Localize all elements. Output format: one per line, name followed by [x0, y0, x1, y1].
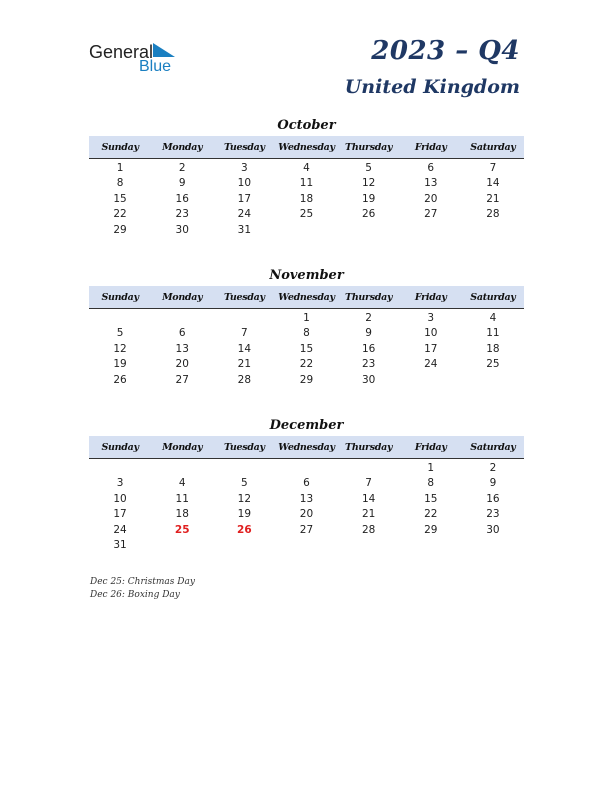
day-cell: 3	[427, 312, 435, 324]
month-name: November	[269, 268, 344, 283]
weekday-label: Tuesday	[223, 141, 265, 153]
day-cell: 8	[116, 177, 124, 190]
weekday-label: Friday	[414, 291, 447, 303]
day-cell	[213, 311, 275, 326]
day-cell: 31	[237, 223, 252, 236]
day-cell: 27	[424, 208, 438, 221]
day-cell: 10	[424, 327, 438, 340]
weekday-label: Saturday	[470, 291, 516, 303]
weekday-header	[89, 136, 524, 159]
day-cell: 8	[427, 477, 435, 490]
day-cell: 18	[299, 192, 314, 205]
month-december	[89, 416, 524, 553]
day-cell: 12	[113, 342, 127, 355]
day-cell: 7	[241, 327, 248, 340]
weekday-label: Monday	[162, 141, 203, 153]
weekday-label: Saturday	[470, 441, 516, 453]
day-cell: 28	[237, 373, 252, 386]
day-cell: 19	[361, 192, 376, 205]
day-cell	[400, 538, 462, 553]
day-cell	[462, 223, 524, 238]
day-grid	[89, 461, 524, 553]
month-november	[89, 266, 524, 388]
day-cell: 1	[116, 162, 124, 174]
day-cell: 24	[113, 523, 127, 536]
weekday-header	[89, 436, 524, 459]
day-cell: 3	[116, 477, 124, 490]
month-name: December	[269, 418, 344, 433]
day-cell	[275, 538, 337, 553]
day-cell: 18	[175, 508, 189, 521]
weekday-label: Wednesday	[278, 141, 335, 153]
day-cell: 26	[237, 523, 252, 536]
day-cell: 21	[486, 192, 500, 205]
day-cell: 8	[303, 327, 310, 340]
day-cell: 9	[489, 477, 497, 490]
day-cell: 6	[303, 477, 310, 490]
day-cell: 29	[424, 523, 438, 536]
day-cell	[338, 223, 400, 238]
day-cell	[338, 538, 400, 553]
day-cell: 11	[175, 492, 189, 505]
logo-triangle-icon	[153, 43, 177, 57]
day-cell: 16	[175, 192, 189, 205]
weekday-label: Monday	[162, 441, 203, 453]
weekday-header	[89, 286, 524, 309]
day-cell: 1	[303, 312, 310, 324]
day-cell: 24	[237, 208, 252, 221]
day-cell: 28	[361, 523, 376, 536]
month-october	[89, 116, 524, 238]
weekday-label: Thursday	[345, 441, 393, 453]
day-cell: 2	[178, 162, 186, 174]
day-cell: 23	[175, 208, 189, 221]
day-cell: 6	[178, 327, 186, 340]
day-cell: 16	[486, 492, 500, 505]
weekday-label: Sunday	[101, 441, 139, 453]
day-cell: 29	[299, 373, 314, 386]
day-cell	[151, 311, 213, 326]
day-cell: 16	[361, 342, 376, 355]
day-cell: 6	[427, 162, 435, 174]
weekday-label: Thursday	[345, 141, 393, 153]
day-cell: 2	[365, 312, 372, 324]
day-cell: 5	[241, 477, 248, 490]
holiday-note: Dec 26: Boxing Day	[90, 590, 180, 600]
month-name: October	[277, 118, 336, 133]
day-cell: 30	[175, 223, 189, 236]
day-cell	[151, 461, 213, 476]
day-cell	[400, 223, 462, 238]
day-cell: 7	[489, 162, 497, 174]
day-cell	[213, 461, 275, 476]
day-cell: 14	[361, 492, 376, 505]
day-cell: 12	[361, 177, 376, 190]
weekday-label: Friday	[414, 141, 447, 153]
day-cell: 26	[361, 208, 376, 221]
weekday-label: Wednesday	[278, 441, 335, 453]
day-cell: 9	[178, 177, 186, 190]
day-cell: 22	[113, 208, 127, 221]
day-grid	[89, 161, 524, 238]
day-cell	[89, 461, 151, 476]
day-cell	[89, 311, 151, 326]
day-cell: 26	[113, 373, 127, 386]
holiday-note: Dec 25: Christmas Day	[90, 577, 195, 587]
weekday-label: Wednesday	[278, 291, 335, 303]
day-cell: 11	[299, 177, 314, 190]
day-cell: 27	[175, 373, 189, 386]
day-cell: 20	[424, 192, 438, 205]
generalblue-logo	[89, 42, 189, 76]
logo-general-text: General	[89, 42, 154, 62]
day-cell: 2	[489, 462, 497, 474]
day-cell: 25	[174, 523, 190, 536]
day-cell	[338, 461, 400, 476]
page-title: 2023 – Q4	[371, 36, 520, 66]
day-cell: 14	[237, 342, 252, 355]
day-cell: 15	[113, 192, 127, 205]
weekday-label: Monday	[162, 291, 203, 303]
day-cell: 29	[113, 223, 127, 236]
weekday-label: Sunday	[101, 141, 139, 153]
day-cell: 20	[175, 358, 189, 371]
day-cell: 1	[427, 462, 435, 474]
day-cell	[400, 373, 462, 388]
day-cell: 23	[361, 358, 376, 371]
day-cell: 17	[237, 192, 252, 205]
day-cell: 4	[178, 477, 186, 490]
day-cell: 30	[361, 373, 376, 386]
day-cell: 12	[237, 492, 252, 505]
day-cell: 21	[361, 508, 376, 521]
day-cell: 7	[365, 477, 372, 490]
day-cell: 19	[237, 508, 252, 521]
day-cell: 10	[113, 492, 127, 505]
day-cell: 22	[299, 358, 314, 371]
day-grid	[89, 311, 524, 388]
day-cell: 5	[365, 162, 372, 174]
day-cell: 19	[113, 358, 127, 371]
day-cell: 17	[113, 508, 127, 521]
weekday-label: Sunday	[101, 291, 139, 303]
day-cell: 20	[299, 508, 314, 521]
day-cell: 15	[299, 342, 314, 355]
day-cell: 3	[241, 162, 248, 174]
day-cell	[151, 538, 213, 553]
logo-blue-text: Blue	[139, 58, 172, 75]
day-cell: 25	[486, 358, 500, 371]
day-cell: 10	[237, 177, 252, 190]
day-cell	[462, 538, 524, 553]
day-cell: 5	[116, 327, 124, 340]
weekday-label: Tuesday	[223, 441, 265, 453]
day-cell: 27	[299, 523, 314, 536]
day-cell: 28	[486, 208, 500, 221]
day-cell: 22	[424, 508, 438, 521]
day-cell: 23	[486, 508, 500, 521]
day-cell: 25	[299, 208, 314, 221]
day-cell: 4	[489, 312, 497, 324]
day-cell	[213, 538, 275, 553]
day-cell: 31	[113, 538, 127, 551]
day-cell: 13	[299, 492, 314, 505]
country-subtitle: United Kingdom	[344, 76, 520, 98]
day-cell: 15	[424, 492, 438, 505]
day-cell	[275, 223, 337, 238]
day-cell: 24	[424, 358, 438, 371]
day-cell: 4	[303, 162, 310, 174]
holiday-notes	[90, 576, 195, 602]
weekday-label: Tuesday	[223, 291, 265, 303]
day-cell	[462, 373, 524, 388]
day-cell: 13	[424, 177, 438, 190]
weekday-label: Thursday	[345, 291, 393, 303]
day-cell: 11	[486, 327, 500, 340]
day-cell: 13	[175, 342, 189, 355]
day-cell: 9	[365, 327, 372, 340]
day-cell: 17	[424, 342, 438, 355]
weekday-label: Saturday	[470, 141, 516, 153]
weekday-label: Friday	[414, 441, 447, 453]
day-cell	[275, 461, 337, 476]
day-cell: 21	[237, 358, 252, 371]
day-cell: 14	[486, 177, 500, 190]
day-cell: 18	[486, 342, 500, 355]
day-cell: 30	[486, 523, 500, 536]
